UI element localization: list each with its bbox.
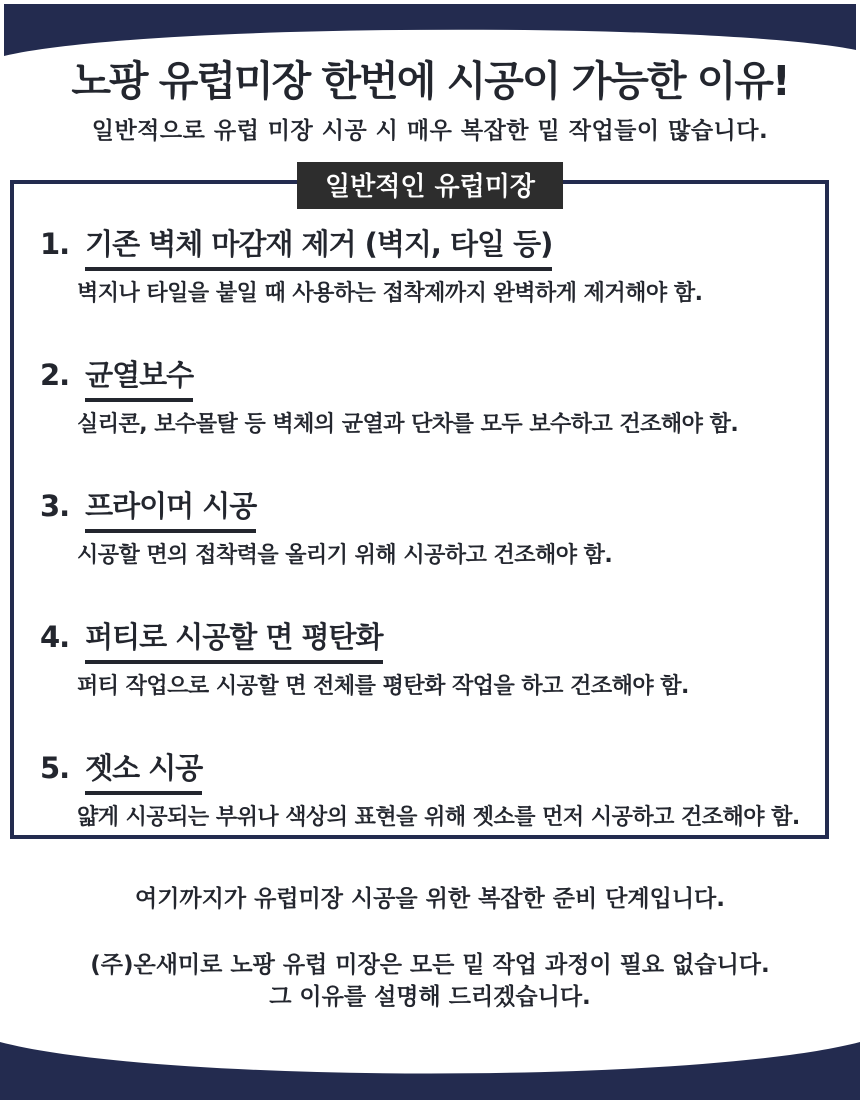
- step-number: 3.: [40, 489, 70, 523]
- step-heading: 퍼티로 시공할 면 평탄화: [85, 620, 382, 664]
- step-heading: 젯소 시공: [85, 751, 202, 795]
- step-item-5: [40, 746, 807, 831]
- page-title: 노팡 유럽미장 한번에 시공이 가능한 이유!: [71, 57, 789, 105]
- step-heading-row: [40, 484, 807, 525]
- step-heading: 균열보수: [85, 358, 193, 402]
- page-subtitle: 일반적으로 유럽 미장 시공 시 매우 복잡한 밑 작업들이 많습니다.: [91, 118, 769, 144]
- step-item-2: [40, 353, 807, 438]
- step-item-1: [40, 222, 807, 307]
- closing-reason-line: 그 이유를 설명해 드리겠습니다.: [269, 984, 591, 1010]
- step-description: 벽지나 타일을 붙일 때 사용하는 접착제까지 완벽하게 제거해야 함.: [77, 281, 703, 306]
- step-description: 퍼티 작업으로 시공할 면 전체를 평탄화 작업을 하고 건조해야 함.: [77, 674, 689, 699]
- steps-box-badge: 일반적인 유럽미장: [297, 162, 563, 209]
- closing-summary-line: 여기까지가 유럽미장 시공을 위한 복잡한 준비 단계입니다.: [134, 886, 725, 912]
- step-description: 얇게 시공되는 부위나 색상의 표현을 위해 젯소를 먼저 시공하고 건조해야 함.: [77, 805, 800, 830]
- step-heading-row: [40, 746, 807, 787]
- closing-company-line: (주)온새미로 노팡 유럽 미장은 모든 밑 작업 과정이 필요 없습니다.: [90, 952, 770, 978]
- step-number: 5.: [40, 751, 70, 785]
- step-heading: 프라이머 시공: [85, 489, 256, 533]
- step-description: 시공할 면의 접착력을 올리기 위해 시공하고 건조해야 함.: [77, 543, 613, 568]
- step-number: 2.: [40, 358, 70, 392]
- step-number: 1.: [40, 227, 70, 261]
- step-item-4: [40, 615, 807, 700]
- step-heading: 기존 벽체 마감재 제거 (벽지, 타일 등): [85, 227, 552, 271]
- step-heading-row: [40, 615, 807, 656]
- step-description: 실리콘, 보수몰탈 등 벽체의 균열과 단차를 모두 보수하고 건조해야 함.: [77, 412, 739, 437]
- steps-box: [10, 180, 829, 839]
- step-number: 4.: [40, 620, 70, 654]
- step-heading-row: [40, 222, 807, 263]
- footer-wave: [0, 1040, 860, 1100]
- step-item-3: [40, 484, 807, 569]
- step-heading-row: [40, 353, 807, 394]
